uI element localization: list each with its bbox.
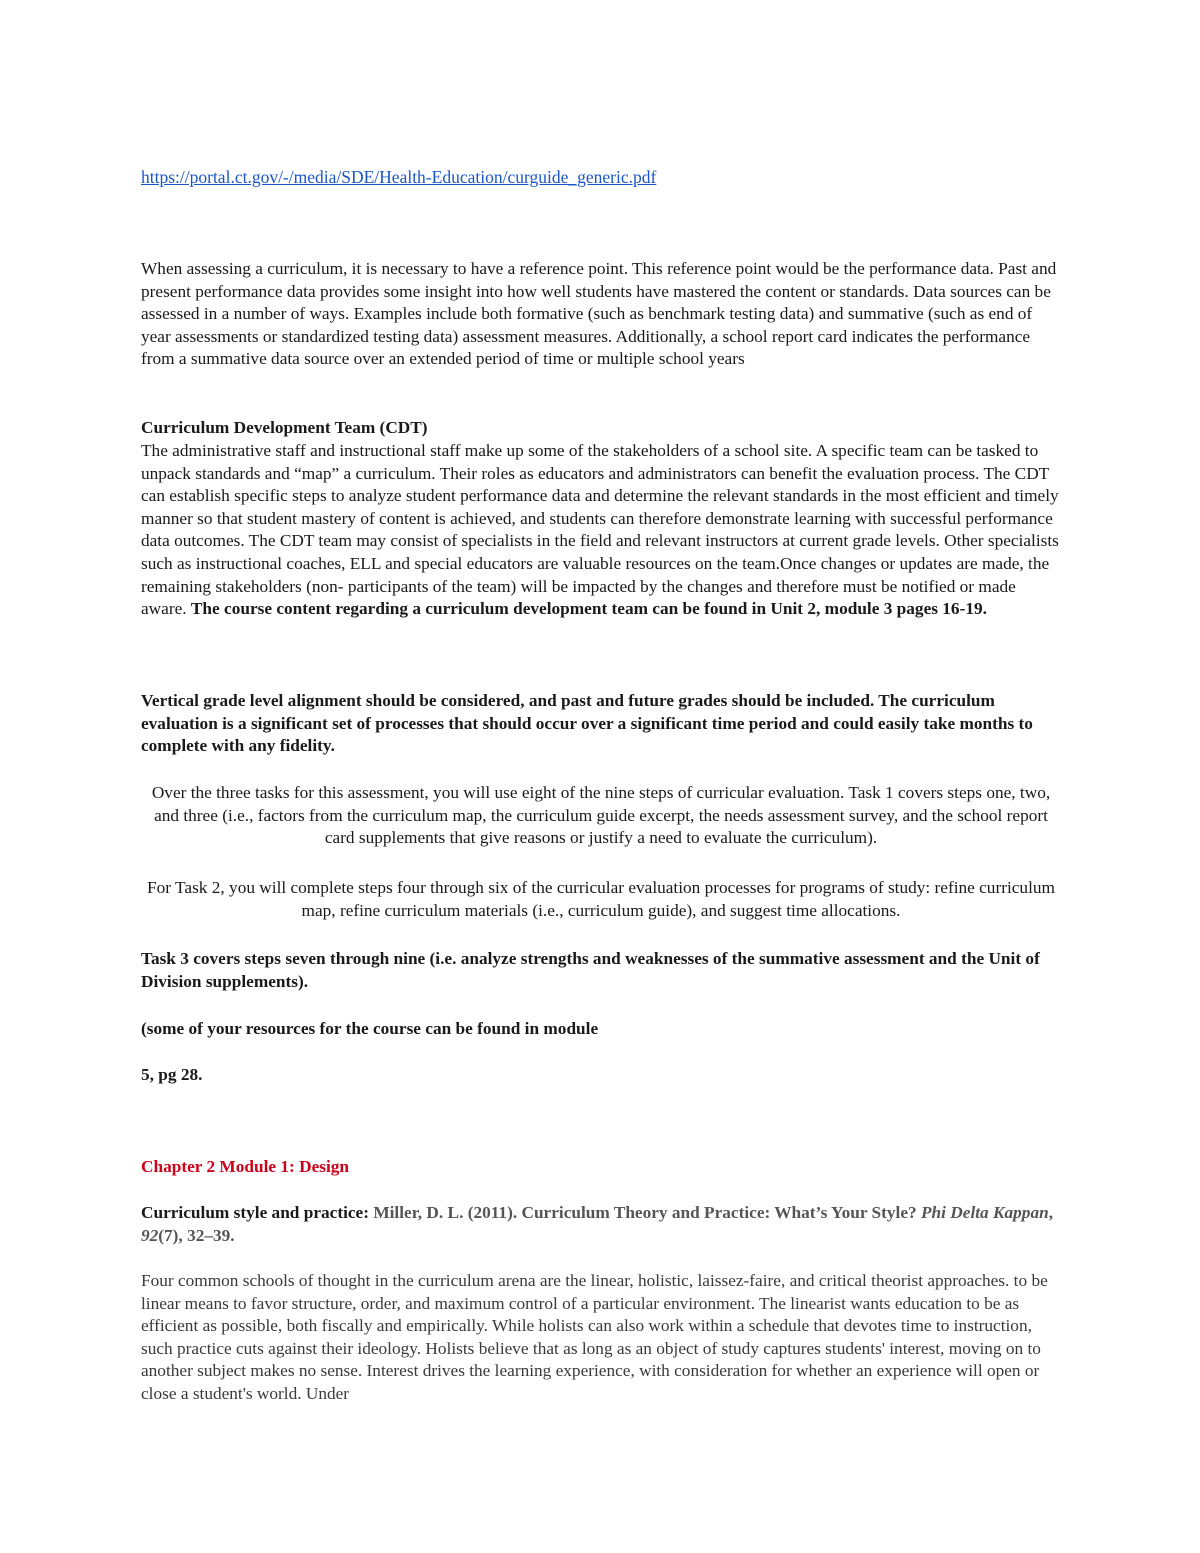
intro-paragraph: When assessing a curriculum, it is necessary to have a reference point. This reference point would be the performance data. Past and present performance data provides some insight into how well students have mastered the content or standards. Data sources can be assessed in a number of ways. Examples include both formative (such as benchmark testing data) and summative (such as end of year assessments or standardized testing data) assessment measures. Additionally, a school report card indicates the performance from a summative data source over an extended period of time or multiple school years [141,259,1057,369]
task3-paragraph: Task 3 covers steps seven through nine (i.e. analyze strengths and weaknesses of the summative assessment and the Unit of Division supplements). [141,949,1040,991]
resources-line-2: 5, pg 28. [141,1065,203,1084]
citation-separator: , [1048,1203,1054,1222]
citation-volume: 92 [141,1225,159,1245]
task1-paragraph: Over the three tasks for this assessment, you will use eight of the nine steps of curricular evaluation. Task 1 covers steps one, two, and three (i.e., factors from the curriculum map, the curriculum guide excerpt, the needs assessment survey, and the school report card supplements that give reasons or justify a need to evaluate the curriculum). [151,783,1051,848]
citation-issue-pages: (7), 32–39. [158,1225,235,1245]
citation [141,1202,1061,1247]
chapter-heading: Chapter 2 Module 1: Design [141,1157,350,1176]
citation-label: Curriculum style and practice: [141,1203,374,1222]
citation-reference: Miller, D. L. (2011). Curriculum Theory and Practice: What’s Your Style? [373,1203,921,1222]
schools-of-thought-paragraph: Four common schools of thought in the curriculum arena are the linear, holistic, laissez-faire, and critical theorist approaches. to be linear means to favor structure, order, and maximum control of a particular environment. The linearist wants education to be as efficient as possible, both fiscally and empirically. While holists can also work within a schedule that devotes time to instruction, such practice cuts against their ideology. Holists believe that as long as an object of study captures students' interest, moving on to another subject makes no sense. Interest drives the learning experience, with consideration for whether an experience will open or close a student's world. Under [141,1271,1048,1403]
resources-line-1: (some of your resources for the course can be found in module [141,1019,599,1038]
citation-journal: Phi Delta Kappan [921,1203,1049,1222]
cdt-paragraph [141,440,1061,621]
source-link[interactable]: https://portal.ct.gov/-/media/SDE/Health-Education/curguide_generic.pdf [141,167,657,187]
task2-paragraph: For Task 2, you will complete steps four through six of the curricular evaluation processes for programs of study: refine curriculum map, refine curriculum materials (i.e., curriculum guide), and suggest time allocations. [147,878,1055,920]
cdt-body: The administrative staff and instructional staff make up some of the stakeholders of a school site. A specific team can be tasked to unpack standards and “map” a curriculum. Their roles as educators and administrators can benefit the evaluation process. The CDT can establish specific steps to analyze student performance data and determine the relevant standards in the most efficient and timely manner so that student mastery of content is achieved, and students can therefore demonstrate learning with successful performance data outcomes. The CDT team may consist of specialists in the field and relevant instructors at current grade levels. Other specialists such as instructional coaches, ELL and special educators are valuable resources on the team.Once changes or updates are made, the remaining stakeholders (non- participants of the team) will be impacted by the changes and therefore must be notified or made aware. [141,441,1059,619]
cdt-heading: Curriculum Development Team (CDT) [141,418,428,437]
vertical-alignment-note: Vertical grade level alignment should be considered, and past and future grades should be included. The curriculum evaluation is a significant set of processes that should occur over a significant time period and could easily take months to complete with any fidelity. [141,691,1033,756]
cdt-bold-note: The course content regarding a curriculum development team can be found in Unit 2, module 3 pages 16-19. [190,599,987,619]
